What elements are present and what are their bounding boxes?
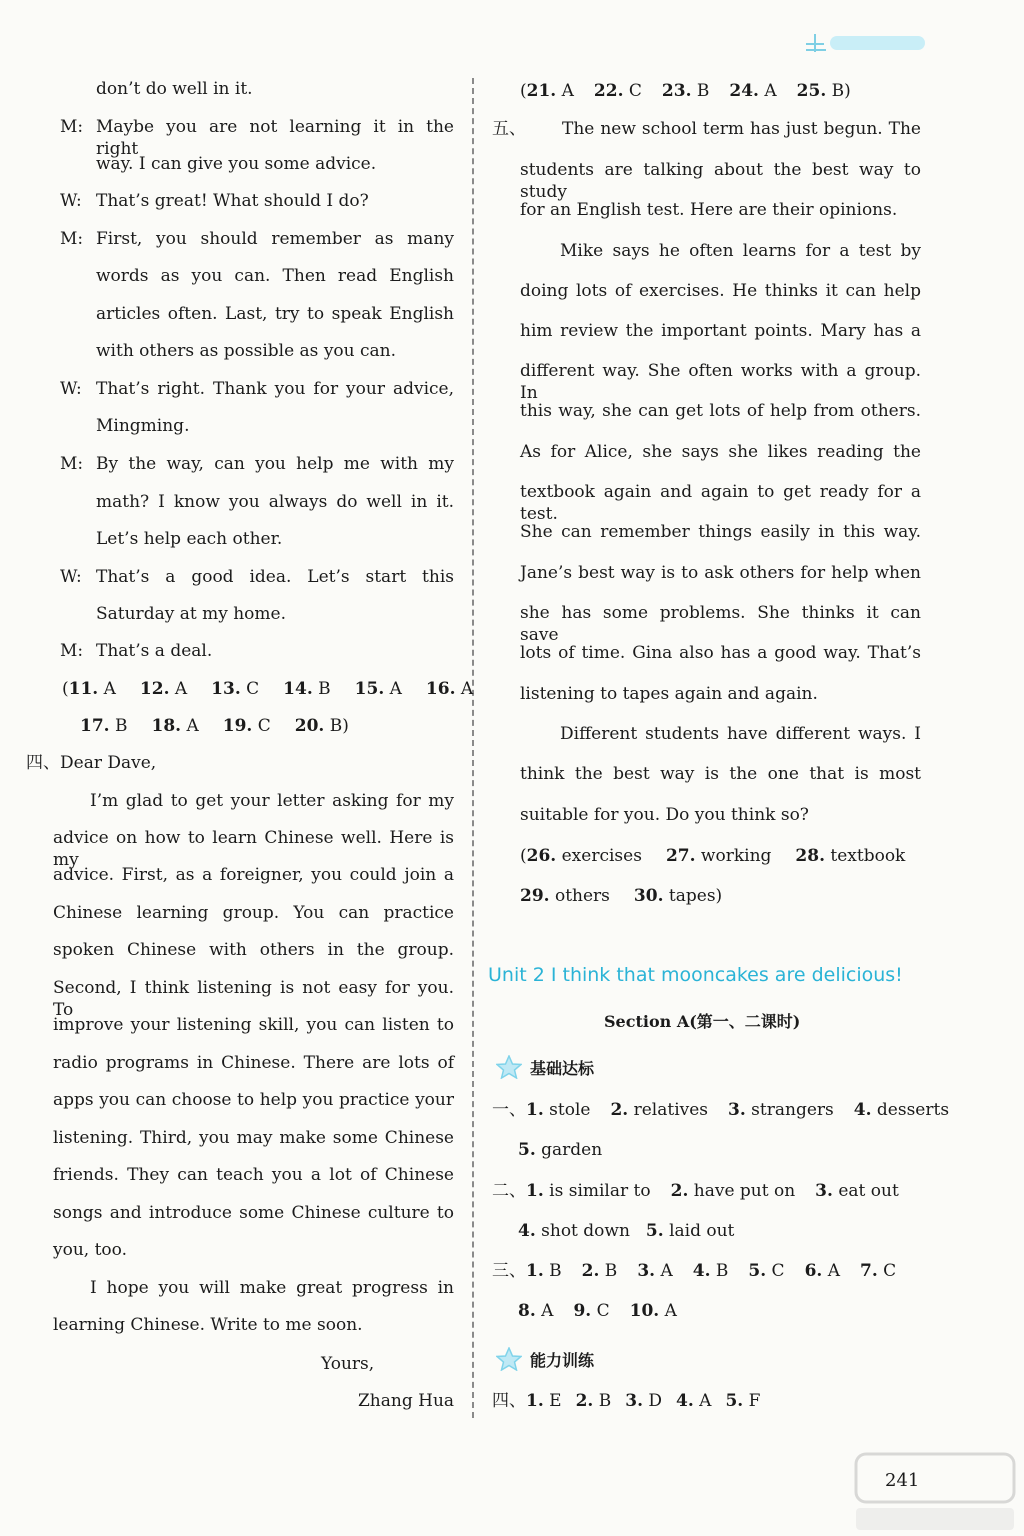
exercise-1-line-1 [492, 1099, 949, 1121]
letter-line-text: listening. Third, you may make some Chinese [53, 1128, 454, 1148]
item-answer: stole [543, 1100, 591, 1120]
badge-basic-label: 基础达标 [530, 1058, 595, 1078]
item-answer: D [642, 1391, 663, 1411]
letter-line [53, 1164, 454, 1186]
item-number: 5. [518, 1140, 536, 1160]
item-number: 1. [526, 1391, 544, 1411]
item-answer: eat out [832, 1181, 899, 1201]
exercise-2-line-1 [492, 1180, 899, 1202]
dialogue-line: Let’s help each other. [96, 529, 283, 549]
answer-number: 14. [283, 679, 313, 699]
passage-line [562, 118, 921, 140]
passage-line [520, 360, 921, 404]
dialogue-speaker: W: [60, 379, 82, 399]
passage-line-text: Mike says he often learns for a test by [560, 241, 921, 261]
answer-number: 20. [294, 716, 325, 736]
unit-title: Unit 2 I think that mooncakes are delicious! [488, 964, 903, 986]
item-answer: is similar to [543, 1181, 651, 1201]
answer-value: exercises [556, 846, 642, 866]
section-number-5: 五、 [492, 119, 526, 139]
dialogue-speaker: M: [60, 229, 84, 249]
letter-line-text: songs and introduce some Chinese culture to [53, 1203, 454, 1223]
item-number: 1. [526, 1100, 544, 1120]
answer-number: 26. [526, 846, 557, 866]
answer-number: 30. [633, 886, 664, 906]
answer-value: working [695, 846, 772, 866]
item-number: 4. [692, 1261, 711, 1281]
exercise-3-line-1 [492, 1260, 896, 1282]
badge-basic [496, 1054, 594, 1080]
dialogue-line [96, 491, 454, 513]
header-decoration [800, 30, 930, 56]
star-icon [496, 1055, 522, 1079]
passage-line: suitable for you. Do you think so? [520, 805, 809, 825]
item-number: 7. [860, 1261, 878, 1281]
dialogue-line-text: That’s right. Thank you for your advice, [96, 379, 454, 399]
passage-line-text: lots of time. Gina also has a good way. That’s [520, 643, 921, 663]
item-answer: B [543, 1261, 562, 1281]
letter-line [53, 1089, 454, 1111]
star-icon [496, 1347, 522, 1371]
answer-value: tapes [663, 886, 716, 906]
answer-number: 16. [425, 679, 456, 699]
item-answer: A [659, 1301, 677, 1321]
passage-line [560, 240, 921, 262]
item-answer: A [693, 1391, 712, 1411]
passage-line [520, 521, 921, 543]
answer-number: 25. [796, 81, 827, 101]
dialogue-line-text: That’s a good idea. Let’s start this [96, 567, 454, 587]
item-answer: F [743, 1391, 761, 1411]
answer-number: 13. [211, 679, 241, 699]
exercise-number: 四、 [492, 1391, 526, 1411]
letter-signature: Zhang Hua [358, 1391, 455, 1411]
answer-value: C [623, 81, 642, 101]
item-number: 5. [645, 1221, 664, 1241]
answer-value: A [455, 679, 474, 699]
answer-value: A [556, 81, 574, 101]
dialogue-line [96, 265, 454, 287]
letter-line [53, 1014, 454, 1036]
item-answer: C [877, 1261, 897, 1281]
letter-line [53, 864, 454, 886]
item-answer: A [655, 1261, 673, 1281]
letter-line [53, 902, 454, 924]
letter-closing: Yours, [321, 1354, 375, 1374]
section-number-4: 四、 [26, 753, 60, 773]
badge-ability [496, 1346, 594, 1372]
letter-line [53, 1127, 454, 1149]
item-answer: C [591, 1301, 610, 1321]
item-answer: garden [535, 1140, 603, 1160]
dialogue-line: way. I can give you some advice. [96, 154, 377, 174]
answers-26-28: (26. exercises 27. working 28. textbook [520, 846, 906, 866]
letter-line [90, 1277, 454, 1299]
dialogue-line-text: Maybe you are not learning it in the right [96, 117, 454, 159]
item-number: 2. [581, 1261, 600, 1281]
answer-number: 17. [80, 716, 110, 736]
passage-line-text: think the best way is the one that is most [520, 764, 921, 784]
dialogue-speaker: W: [60, 191, 82, 211]
item-number: 5. [748, 1261, 767, 1281]
item-number: 8. [518, 1301, 536, 1321]
passage-line: for an English test. Here are their opinions. [520, 200, 898, 220]
dialogue-line: don’t do well in it. [96, 79, 253, 99]
passage-line-text: She can remember things easily in this way. [520, 522, 921, 542]
letter-line [90, 790, 454, 812]
dialogue-line-text: words as you can. Then read English [96, 266, 454, 286]
answer-number: 28. [795, 846, 825, 866]
answer-value: B [691, 81, 710, 101]
passage-line-text: Different students have different ways. I [560, 724, 921, 744]
dialogue-line-text: First, you should remember as many [96, 229, 454, 249]
answers-29-30: 29. others 30. tapes) [520, 886, 723, 906]
answer-value: B [826, 81, 845, 101]
answer-value: A [181, 716, 199, 736]
item-answer: A [822, 1261, 841, 1281]
letter-line: learning Chinese. Write to me soon. [53, 1315, 363, 1335]
passage-line-text: she has some problems. She thinks it can save [520, 603, 921, 645]
letter-header [26, 752, 156, 774]
letter-line [53, 939, 454, 961]
letter-line-text: Second, I think listening is not easy for you. To [53, 978, 454, 1020]
exercise-3-line-2 [518, 1300, 677, 1322]
passage-line [520, 159, 921, 203]
letter-line-text: improve your listening skill, you can listen to [53, 1015, 454, 1035]
passage-line [520, 280, 921, 302]
item-answer: B [593, 1391, 612, 1411]
dialogue-line: That’s a deal. [96, 641, 213, 661]
answer-number: 22. [593, 81, 624, 101]
answer-number: 11. [68, 679, 99, 699]
item-number: 1. [526, 1181, 544, 1201]
passage-line-text: textbook again and again to get ready for a test. [520, 482, 921, 524]
answer-value: B [109, 716, 128, 736]
answer-number: 15. [354, 679, 385, 699]
item-answer: B [599, 1261, 618, 1281]
item-number: 10. [629, 1301, 660, 1321]
passage-line-text: As for Alice, she says she likes reading the [520, 442, 921, 462]
item-number: 4. [676, 1391, 694, 1411]
answer-value: C [240, 679, 260, 699]
answer-value: A [758, 81, 777, 101]
answer-number: 21. [526, 81, 557, 101]
item-answer: shot down [535, 1221, 630, 1241]
passage-line: listening to tapes again and again. [520, 684, 818, 704]
item-answer: desserts [871, 1100, 950, 1120]
dialogue-line [96, 453, 454, 475]
answer-number: 24. [729, 81, 759, 101]
answer-value: textbook [824, 846, 906, 866]
passage-line [520, 400, 921, 422]
dialogue-speaker: W: [60, 567, 82, 587]
dialogue-speaker: M: [60, 641, 84, 661]
item-number: 3. [637, 1261, 656, 1281]
dialogue-speaker: M: [60, 454, 84, 474]
dialogue-line-text: By the way, can you help me with my [96, 454, 454, 474]
badge-ability-label: 能力训练 [530, 1350, 595, 1370]
letter-line-text: Chinese learning group. You can practice [53, 903, 454, 923]
item-answer: A [535, 1301, 554, 1321]
exercise-number: 一、 [492, 1100, 526, 1120]
item-number: 3. [815, 1181, 833, 1201]
passage-line-text: Jane’s best way is to ask others for help when [520, 563, 921, 583]
item-answer: laid out [663, 1221, 735, 1241]
answer-value: B [324, 716, 343, 736]
letter-line-text: I’m glad to get your letter asking for my [90, 791, 454, 811]
item-answer: have put on [688, 1181, 796, 1201]
answer-number: 18. [151, 716, 182, 736]
exercise-4-line-1 [492, 1390, 760, 1412]
answer-number: 19. [222, 716, 253, 736]
exercise-number: 三、 [492, 1261, 526, 1281]
letter-line [53, 1052, 454, 1074]
answer-number: 27. [665, 846, 696, 866]
page-number: 241 [885, 1470, 920, 1491]
letter-line-text: radio programs in Chinese. There are lots of [53, 1053, 454, 1073]
answers-21-25: (21. A 22. C 23. B 24. A 25. B) [520, 81, 851, 101]
passage-line [520, 481, 921, 525]
dialogue-line: Saturday at my home. [96, 604, 286, 624]
answer-number: 29. [520, 886, 550, 906]
item-number: 1. [526, 1261, 544, 1281]
column-divider [472, 78, 474, 1418]
watermark-logo [850, 1448, 1020, 1534]
answer-value: A [169, 679, 188, 699]
passage-line [520, 763, 921, 785]
item-number: 5. [725, 1391, 744, 1411]
item-number: 6. [804, 1261, 823, 1281]
passage-line [520, 642, 921, 664]
passage-line [520, 562, 921, 584]
exercise-number: 二、 [492, 1181, 526, 1201]
dialogue-line [96, 566, 454, 588]
item-number: 2. [670, 1181, 689, 1201]
item-number: 9. [573, 1301, 592, 1321]
dialogue-line [96, 303, 454, 325]
passage-line-text: students are talking about the best way to study [520, 160, 921, 202]
item-answer: relatives [628, 1100, 709, 1120]
letter-line-text: advice. First, as a foreigner, you could join a [53, 865, 454, 885]
passage-line-text: him review the important points. Mary has a [520, 321, 921, 341]
answer-value: A [384, 679, 402, 699]
section-title: Section A(第一、二课时) [604, 1012, 801, 1031]
item-answer: B [710, 1261, 729, 1281]
passage-line [520, 441, 921, 463]
answers-17-20: 17. B 18. A 19. C 20. B) [80, 716, 349, 736]
passage-line-text: different way. She often works with a group. In [520, 361, 921, 403]
letter-greeting: Dear Dave, [60, 753, 157, 773]
dialogue-speaker: M: [60, 117, 84, 137]
letter-line [53, 1202, 454, 1224]
passage-line [520, 320, 921, 342]
letter-line-text: advice on how to learn Chinese well. Here is my [53, 828, 454, 870]
letter-line-text: I hope you will make great progress in [90, 1278, 454, 1298]
passage-line [560, 723, 921, 745]
item-number: 2. [575, 1391, 594, 1411]
answers-11-16: (11. A 12. A 13. C 14. B 15. A 16. A [62, 679, 474, 699]
dialogue-line-text: articles often. Last, try to speak English [96, 304, 454, 324]
item-number: 3. [728, 1100, 746, 1120]
letter-line-text: apps you can choose to help you practice your [53, 1090, 454, 1110]
passage-line-text: doing lots of exercises. He thinks it can help [520, 281, 921, 301]
passage-line [520, 602, 921, 646]
answer-value: C [252, 716, 271, 736]
letter-line-text: spoken Chinese with others in the group. [53, 940, 454, 960]
letter-line: you, too. [53, 1240, 128, 1260]
answer-value: A [98, 679, 116, 699]
passage-line-text: this way, she can get lots of help from others. [520, 401, 921, 421]
dialogue-line: That’s great! What should I do? [96, 191, 369, 211]
answer-value: others [549, 886, 610, 906]
item-number: 2. [610, 1100, 629, 1120]
item-number: 4. [518, 1221, 536, 1241]
dialogue-line [96, 228, 454, 250]
exercise-2-line-2 [518, 1220, 734, 1242]
dialogue-line: with others as possible as you can. [96, 341, 397, 361]
answer-value: B [312, 679, 331, 699]
passage-line-text: The new school term has just begun. The [562, 119, 921, 139]
item-answer: E [543, 1391, 562, 1411]
dialogue-line: Mingming. [96, 416, 190, 436]
item-answer: C [766, 1261, 785, 1281]
answer-number: 23. [661, 81, 692, 101]
item-answer: strangers [745, 1100, 834, 1120]
dialogue-line-text: math? I know you always do well in it. [96, 492, 454, 512]
answer-number: 12. [139, 679, 170, 699]
item-number: 4. [853, 1100, 872, 1120]
letter-line-text: friends. They can teach you a lot of Chinese [53, 1165, 454, 1185]
dialogue-line [96, 378, 454, 400]
item-number: 3. [625, 1391, 643, 1411]
exercise-1-line-2 [518, 1139, 602, 1161]
